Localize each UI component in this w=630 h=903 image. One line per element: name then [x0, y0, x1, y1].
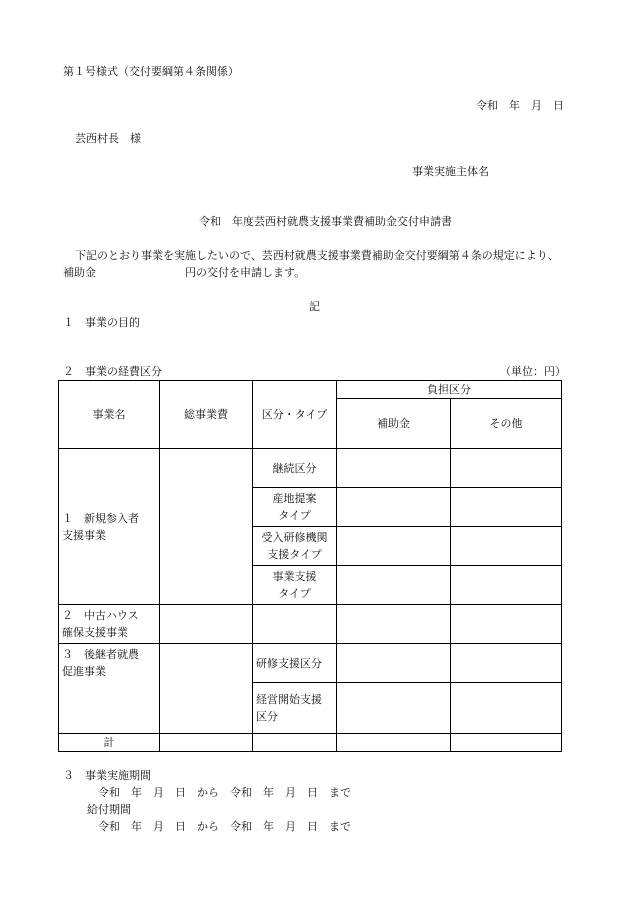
header-total-cost: 総事業費	[160, 381, 253, 449]
row1-type3-subsidy	[337, 527, 451, 566]
total-other	[451, 734, 562, 752]
row1-type3	[253, 527, 337, 566]
row1-type2	[253, 488, 337, 527]
body-paragraph-line2: 円の交付を申請します。	[185, 266, 306, 279]
total-cost	[160, 734, 253, 752]
row3-type1-subsidy	[337, 644, 451, 683]
unit-label: （単位：円）	[500, 365, 566, 378]
row3-total-cost	[160, 644, 253, 734]
row2-subsidy	[337, 605, 451, 644]
row1-type1-subsidy	[337, 449, 451, 488]
row3-type2	[253, 683, 337, 734]
row3-type2-other	[451, 683, 562, 734]
row3-type2-line1: 経営開始支援	[256, 693, 322, 706]
row1-type1-other	[451, 449, 562, 488]
section3-period1: 令和 年 月 日 から 令和 年 月 日 まで	[98, 786, 351, 799]
body-paragraph-subsidy-label: 補助金	[63, 266, 96, 279]
row2-total-cost	[160, 605, 253, 644]
row2-name-line2: 確保支援事業	[62, 626, 128, 639]
row1-type4-line2: タイプ	[278, 587, 311, 600]
date-line: 令和 年 月 日	[476, 99, 564, 112]
addressee: 芸西村長 様	[75, 132, 141, 145]
row1-type4-other	[451, 566, 562, 605]
row3-type1: 研修支援区分	[253, 644, 337, 683]
row1-type4	[253, 566, 337, 605]
section1-heading: １ 事業の目的	[63, 316, 140, 329]
row1-type3-other	[451, 527, 562, 566]
row1-type2-subsidy	[337, 488, 451, 527]
section3-period2: 令和 年 月 日 から 令和 年 月 日 まで	[98, 820, 351, 833]
section3-subheading: 給付期間	[87, 803, 131, 816]
row2-name-line1: ２ 中古ハウス	[62, 609, 139, 622]
row3-project-name	[59, 644, 160, 734]
applicant-label: 事業実施主体名	[412, 165, 489, 178]
row1-project-name	[59, 449, 160, 605]
row1-type2-other	[451, 488, 562, 527]
row1-type3-line1: 受入研修機関	[261, 531, 328, 544]
section2-heading: ２ 事業の経費区分	[63, 365, 162, 378]
row1-name-line1: １ 新規参入者	[62, 511, 139, 525]
row3-type1-other	[451, 644, 562, 683]
header-subsidy: 補助金	[337, 399, 451, 449]
row1-type2-line2: タイプ	[278, 509, 311, 522]
header-category: 区分・タイプ	[253, 381, 337, 449]
row1-type4-subsidy	[337, 566, 451, 605]
row1-type1: 継続区分	[253, 449, 337, 488]
section3-heading: ３ 事業実施期間	[63, 769, 151, 782]
row3-name-line2: 促進事業	[62, 665, 106, 678]
row1-type3-line2: 支援タイプ	[267, 548, 322, 561]
row2-project-name	[59, 605, 160, 644]
total-category	[253, 734, 337, 752]
document-title: 令和 年度芸西村就農支援事業費補助金交付申請書	[199, 215, 452, 228]
row2-other	[451, 605, 562, 644]
row1-total-cost	[160, 449, 253, 605]
row1-type4-line1: 事業支援	[272, 570, 317, 583]
row1-type2-line1: 産地提案	[272, 492, 317, 505]
body-paragraph-line1: 下記のとおり事業を実施したいので、芸西村就農支援事業費補助金交付要綱第４条の規定により、	[75, 249, 559, 262]
total-subsidy	[337, 734, 451, 752]
row3-type2-subsidy	[337, 683, 451, 734]
row1-name-line2: 支援事業	[62, 528, 106, 542]
header-burden: 負担区分	[337, 381, 562, 399]
header-project-name: 事業名	[59, 381, 160, 449]
ki-marker: 記	[309, 300, 320, 313]
form-label: 第１号様式（交付要綱第４条関係）	[63, 65, 239, 78]
total-label: 計	[59, 734, 160, 752]
expense-table	[58, 380, 562, 752]
header-other: その他	[451, 399, 562, 449]
row2-category	[253, 605, 337, 644]
row3-name-line1: ３ 後継者就農	[62, 648, 139, 661]
row3-type2-line2: 区分	[256, 710, 278, 723]
